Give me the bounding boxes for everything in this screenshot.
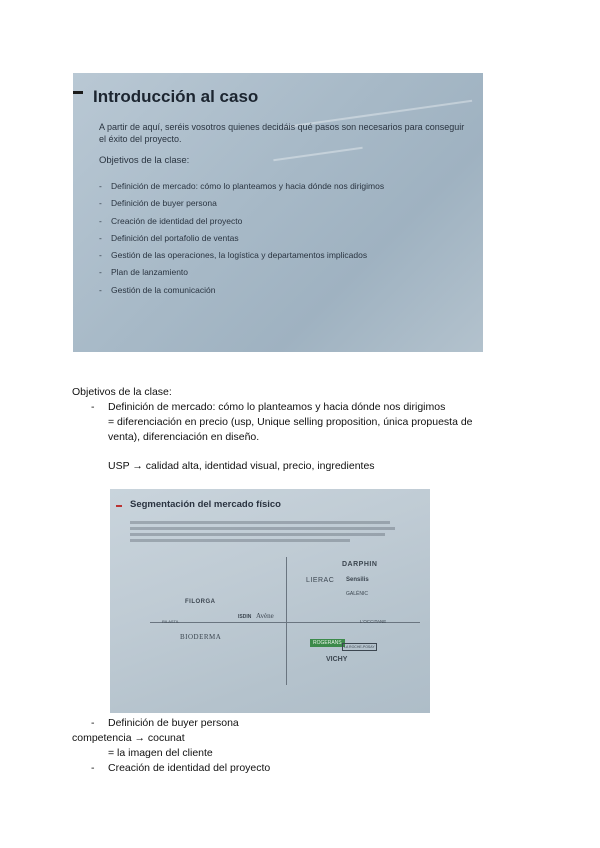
slide-objectives-label: Objetivos de la clase: bbox=[99, 155, 190, 166]
bullet-dash: - bbox=[91, 762, 95, 774]
light-glare bbox=[273, 147, 362, 162]
slide-photo bbox=[73, 73, 483, 352]
notes-item-buyer-persona: Definición de buyer persona bbox=[108, 717, 239, 729]
brand-galenic: GALÉNIC bbox=[346, 591, 368, 597]
brand-sensilis: Sensilis bbox=[346, 577, 369, 583]
notes-item-identidad: Creación de identidad del proyecto bbox=[108, 762, 271, 774]
brand-loccitane: L'OCCITANE bbox=[360, 619, 387, 624]
slide-objective: - Plan de lanzamiento bbox=[99, 267, 384, 284]
notes-item-mercado-detail-2: venta), diferenciación en diseño. bbox=[108, 431, 260, 443]
notes-competencia: competencia → cocunat bbox=[72, 732, 185, 744]
slide-accent-bar bbox=[73, 91, 83, 94]
brand-avene: Avène bbox=[256, 612, 274, 620]
bullet-dash: - bbox=[91, 717, 95, 729]
brand-la-roche-posay: LA ROCHE-POSAY bbox=[344, 645, 375, 649]
brand-darphin: DARPHIN bbox=[342, 561, 378, 568]
segmentation-title: Segmentación del mercado físico bbox=[130, 499, 281, 510]
notes-imagen-cliente: = la imagen del cliente bbox=[108, 747, 213, 759]
brand-bioderma: BIODERMA bbox=[180, 633, 222, 641]
notes-item-mercado: Definición de mercado: cómo lo planteamos y hacia dónde nos dirigimos bbox=[108, 401, 446, 413]
slide-objective: - Definición del portafolio de ventas bbox=[99, 233, 384, 250]
brand-vichy: VICHY bbox=[326, 656, 348, 663]
brand-filorga: FILORGA bbox=[185, 599, 216, 605]
segmentation-description-blur bbox=[130, 521, 400, 542]
brand-green-label: ROGERANS bbox=[310, 639, 345, 647]
bullet-dash: - bbox=[91, 401, 95, 413]
slide-accent-bar bbox=[116, 505, 122, 507]
segmentation-photo bbox=[110, 489, 430, 713]
slide-objective: - Definición de mercado: cómo lo planteamos y hacia dónde nos dirigimos bbox=[99, 181, 384, 198]
notes-usp-line: USP → calidad alta, identidad visual, precio, ingredientes bbox=[108, 460, 375, 472]
slide-objective: - Creación de identidad del proyecto bbox=[99, 216, 384, 233]
slide-objective: - Definición de buyer persona bbox=[99, 198, 384, 215]
brand-rilastil: RILASTIL bbox=[162, 619, 180, 624]
notes-objectives-label: Objetivos de la clase: bbox=[72, 386, 172, 398]
slide-title: Introducción al caso bbox=[93, 87, 259, 106]
slide-objective: - Gestión de la comunicación bbox=[99, 285, 384, 302]
map-axis-vertical bbox=[286, 557, 287, 685]
slide-objective: - Gestión de las operaciones, la logística y departamentos implicados bbox=[99, 250, 384, 267]
brand-isdin: ISDIN bbox=[238, 614, 252, 620]
notes-item-mercado-detail: = diferenciación en precio (usp, Unique selling proposition, única propuesta de bbox=[108, 416, 473, 428]
slide-intro: A partir de aquí, seréis vosotros quienes decidáis qué pasos son necesarios para conseguir el éxito del proyecto. bbox=[99, 122, 465, 144]
slide-objectives-list bbox=[99, 181, 384, 302]
brand-lierac: LIERAC bbox=[306, 577, 335, 584]
